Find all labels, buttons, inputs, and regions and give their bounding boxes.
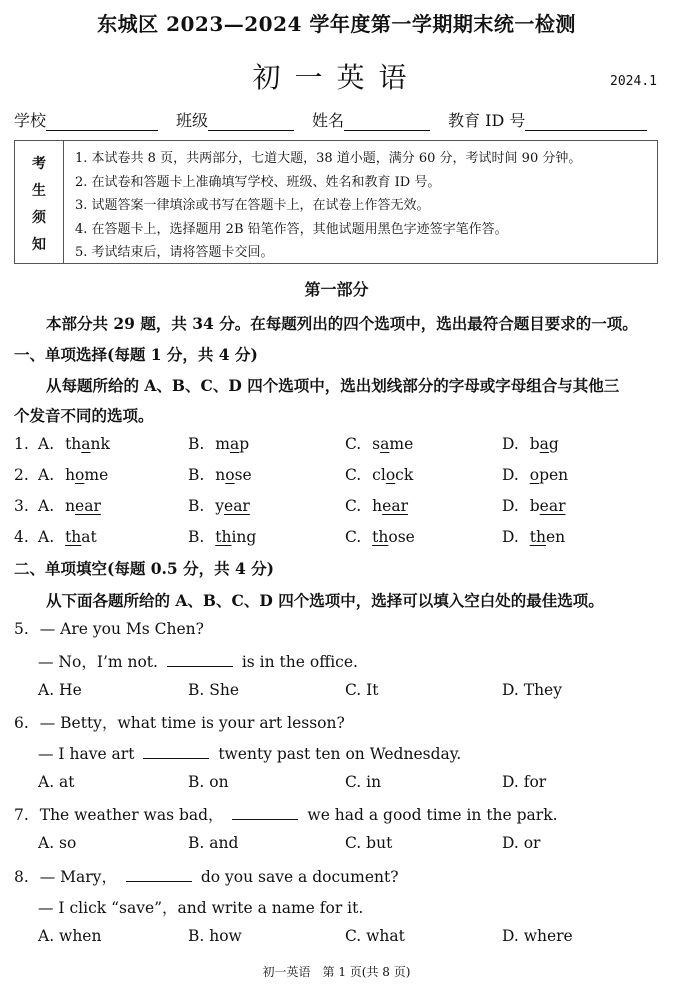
section1-heading: 一、单项选择(每题 1 分，共 4 分)	[14, 345, 258, 364]
option-choice[interactable]	[188, 435, 249, 453]
option-label: B.	[188, 435, 210, 453]
question-number: 7.	[14, 806, 29, 824]
school-label: 学校	[14, 111, 47, 130]
answer-blank[interactable]	[126, 865, 192, 882]
option-choice[interactable]: A. He	[38, 681, 82, 699]
name-blank[interactable]	[344, 112, 430, 131]
notice-side-char: 须	[32, 210, 46, 226]
question-8	[14, 865, 399, 887]
section1-instruction-cont: 个发音不同的选项。	[14, 406, 154, 425]
option-label: A.	[38, 435, 60, 453]
option-label: D.	[502, 435, 524, 453]
edu-id-blank[interactable]	[525, 112, 647, 131]
underlined-letters: th	[372, 528, 389, 546]
option-choice[interactable]: B. and	[188, 834, 239, 852]
option-choice[interactable]: C. in	[345, 773, 382, 791]
part-title: 第一部分	[304, 280, 369, 299]
question-stem: — Betty，what time is your art lesson?	[39, 714, 345, 732]
option-choice[interactable]: D. or	[502, 834, 541, 852]
exam-notice-box	[14, 140, 658, 264]
exam-date: 2024.1	[610, 74, 657, 89]
question-5	[14, 620, 204, 638]
option-choice[interactable]	[38, 466, 108, 484]
option-word: near	[65, 497, 101, 515]
option-choice[interactable]: A. so	[38, 834, 77, 852]
page-footer: 初一英语 第 1 页(共 8 页)	[262, 965, 411, 979]
option-label: C.	[345, 528, 367, 546]
option-choice[interactable]: D. for	[502, 773, 547, 791]
underlined-letters: ear	[75, 497, 101, 515]
underlined-letters: th	[65, 528, 82, 546]
part-intro: 本部分共 29 题，共 34 分。在每题列出的四个选项中，选出最符合题目要求的一项。	[46, 314, 638, 333]
option-choice[interactable]	[38, 497, 101, 515]
option-choice[interactable]	[345, 435, 413, 453]
question-text: — Mary，	[39, 868, 117, 886]
underlined-letters: ear	[382, 497, 408, 515]
option-choice[interactable]: C. but	[345, 834, 393, 852]
option-word: bag	[529, 435, 559, 453]
question-text: The weather was bad，	[39, 806, 224, 824]
question-number: 6.	[14, 714, 29, 732]
class-field[interactable]	[176, 108, 294, 131]
option-choice[interactable]: B. how	[188, 927, 242, 945]
option-label: B.	[188, 466, 210, 484]
underlined-letters: o	[75, 466, 85, 484]
option-choice[interactable]	[188, 528, 256, 546]
notice-side-char: 生	[32, 183, 46, 199]
option-choice[interactable]	[502, 497, 566, 515]
option-choice[interactable]: A. at	[38, 773, 75, 791]
notice-item: 2. 在试卷和答题卡上准确填写学校、班级、姓名和教育 ID 号。	[75, 174, 441, 190]
option-word: map	[215, 435, 250, 453]
option-label: C.	[345, 466, 367, 484]
edu-id-label: 教育 ID 号	[448, 111, 526, 130]
option-label: A.	[38, 528, 60, 546]
name-field[interactable]	[312, 108, 430, 131]
option-word: that	[65, 528, 97, 546]
question-stem: — Are you Ms Chen?	[39, 620, 204, 638]
question-text: we had a good time in the park.	[307, 806, 558, 824]
question-text: — No，I’m not.	[38, 653, 158, 671]
notice-item: 5. 考试结束后，请将答题卡交回。	[75, 245, 274, 260]
underlined-letters: o	[529, 466, 540, 484]
option-word: clock	[372, 466, 414, 484]
option-choice[interactable]	[502, 435, 559, 453]
option-choice[interactable]	[38, 528, 97, 546]
school-field[interactable]	[14, 108, 158, 131]
option-word: year	[215, 497, 250, 515]
question-number: 5.	[14, 620, 29, 638]
notice-item: 4. 在答题卡上，选择题用 2B 铅笔作答，其他试题用黑色字迹签字笔作答。	[75, 221, 508, 237]
question-8-line2: — I click “save”，and write a name for it.	[38, 899, 364, 917]
option-label: B.	[188, 497, 210, 515]
option-label: C.	[345, 497, 367, 515]
section1-instruction: 从每题所给的 A、B、C、D 四个选项中，选出划线部分的字母或字母组合与其他三	[46, 376, 620, 395]
underlined-letters: th	[529, 528, 546, 546]
option-label: D.	[502, 528, 524, 546]
option-choice[interactable]	[188, 466, 252, 484]
option-word: thing	[215, 528, 257, 546]
option-word: hear	[372, 497, 408, 515]
option-label: A.	[38, 466, 60, 484]
option-word: nose	[215, 466, 252, 484]
option-word: then	[529, 528, 566, 546]
question-number: 4.	[14, 528, 29, 546]
option-choice[interactable]	[345, 466, 413, 484]
option-word: open	[529, 466, 569, 484]
question-number: 1.	[14, 435, 29, 453]
question-6-line2	[38, 742, 461, 763]
question-number: 2.	[14, 466, 29, 484]
option-label: A.	[38, 497, 60, 515]
question-7	[14, 803, 558, 825]
class-blank[interactable]	[208, 112, 294, 131]
option-choice[interactable]	[345, 497, 408, 515]
question-text: twenty past ten on Wednesday.	[218, 745, 462, 763]
notice-side-char: 知	[32, 237, 46, 253]
notice-item: 1. 本试卷共 8 页，共两部分，七道大题，38 道小题，满分 60 分，考试时间 90 分钟。	[75, 151, 582, 166]
underlined-letters: o	[225, 466, 235, 484]
school-blank[interactable]	[46, 112, 158, 131]
option-word: home	[65, 466, 109, 484]
option-choice[interactable]	[188, 497, 250, 515]
underlined-letters: th	[215, 528, 232, 546]
question-6	[14, 711, 345, 733]
option-choice[interactable]	[502, 466, 568, 484]
question-text: is in the office.	[241, 653, 358, 671]
option-choice[interactable]: C. what	[345, 927, 405, 945]
notice-side-label	[15, 141, 64, 263]
underlined-letters: a	[81, 435, 91, 453]
option-choice[interactable]: B. on	[188, 773, 229, 791]
underlined-letters: o	[385, 466, 396, 484]
section2-instruction: 从下面各题所给的 A、B、C、D 四个选项中，选择可以填入空白处的最佳选项。	[46, 591, 604, 610]
student-info-row	[14, 108, 647, 131]
option-word: thank	[65, 435, 110, 453]
underlined-letters: ear	[224, 497, 250, 515]
subject-title: 初一英语	[252, 61, 421, 94]
answer-blank[interactable]	[167, 650, 233, 667]
option-choice[interactable]	[345, 528, 415, 546]
question-text: do you save a document?	[200, 868, 399, 886]
option-word: same	[372, 435, 414, 453]
question-text: — I have art	[38, 745, 135, 763]
underlined-letters: a	[229, 435, 240, 453]
option-choice[interactable]	[38, 435, 110, 453]
notice-items	[75, 147, 581, 265]
option-choice[interactable]	[502, 528, 565, 546]
notice-side-char: 考	[32, 156, 46, 172]
notice-item: 3. 试题答案一律填涂或书写在答题卡上，在试卷上作答无效。	[75, 198, 430, 213]
option-label: B.	[188, 528, 210, 546]
option-choice[interactable]: D. where	[502, 927, 573, 945]
option-label: D.	[502, 466, 524, 484]
option-word: bear	[529, 497, 566, 515]
exam-title: 东城区 2023—2024 学年度第一学期期末统一检测	[97, 12, 576, 36]
option-label: D.	[502, 497, 524, 515]
class-label: 班级	[176, 111, 209, 130]
question-5-line2	[38, 650, 358, 672]
option-choice[interactable]: D. They	[502, 681, 562, 699]
underlined-letters: a	[380, 435, 390, 453]
option-choice[interactable]: A. when	[38, 927, 102, 945]
section2-heading: 二、单项填空(每题 0.5 分，共 4 分)	[14, 559, 275, 578]
option-choice[interactable]: C. It	[345, 681, 379, 699]
question-number: 3.	[14, 497, 29, 515]
question-number: 8.	[14, 868, 29, 886]
option-word: those	[372, 528, 415, 546]
answer-blank[interactable]	[232, 803, 298, 820]
answer-blank[interactable]	[143, 742, 209, 759]
name-label: 姓名	[312, 111, 345, 130]
option-choice[interactable]: B. She	[188, 681, 240, 699]
edu-id-field[interactable]	[448, 108, 647, 131]
option-label: C.	[345, 435, 367, 453]
underlined-letters: ear	[539, 497, 566, 515]
underlined-letters: a	[539, 435, 549, 453]
